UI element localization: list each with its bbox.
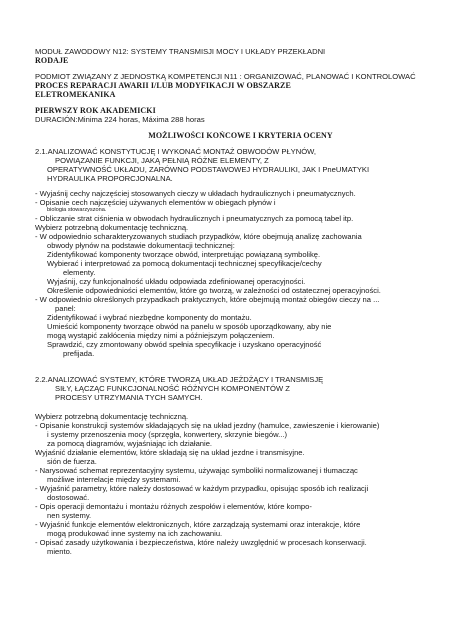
list-item: dostosować. (47, 493, 90, 502)
list-item: - Wyjaśnić funkcje elementów elektronicznych, które zarządzają systemami oraz interakcje, które (35, 520, 361, 529)
list-item: możliwe interrelacje między systemami. (47, 475, 181, 484)
list-item: Zidentyfikować komponenty tworzące obwód, interpretując powiązaną symbolikę. (47, 250, 321, 259)
module-header (35, 47, 446, 65)
list-item: - Wyjaśnij cechy najczęściej stosowanych cieczy w układach hydraulicznych i pneumatycznych. (35, 189, 356, 198)
section1 (35, 147, 446, 358)
list-item: Wyjaśnić działanie elementów, które składają się na układ jezdne i transmisyjne. (35, 448, 305, 457)
list-item: Wybierać i interpretować za pomocą dokumentacji technicznej specyfikacje/cechy (47, 259, 322, 268)
list-item: - Opisanie konstrukcji systemów składających się na układ jezdny (hamulce, zawieszenie i kierowanie) (35, 421, 380, 430)
list-item: biologia stowarzyszona. (47, 207, 107, 213)
section1-heading-line: OPERATYWNOŚĆ UKŁADU, ZARÓWNO PODSTAWOWEJ HYDRAULIKI, JAK I PneUMATYKI (47, 165, 370, 174)
year-title: PIERWSZY ROK AKADEMICKI (35, 106, 156, 115)
list-item: miento. (47, 547, 72, 556)
subject-line: PODMIOT ZWIĄZANY Z JEDNOSTKĄ KOMPETENCJI N11 : ORGANIZOWAĆ, PLANOWAĆ I KONTROLOWAĆ (35, 72, 416, 81)
list-item: Wybierz potrzebną dokumentację techniczną. (35, 223, 189, 232)
section1-heading-line: HYDRAULIKA PROPORCJONALNA. (47, 174, 173, 183)
section1-heading-line: POWIĄZANIE FUNKCJI, JAKĄ PEŁNIĄ RÓŻNE ELEMENTY, Z (55, 156, 269, 165)
subject-bold-2: ELETROMEKANIKA (35, 90, 116, 99)
section2-heading-line: PROCESY UTRZYMANIA TYCH SAMYCH. (55, 393, 203, 402)
list-item: Określenie odpowiedniości elementów, które go tworzą, w zależności od ostatecznej operacyjności. (47, 286, 381, 295)
list-item: - Opisanie cech najczęściej używanych elementów w obiegach płynów i (35, 198, 276, 207)
list-item: obwody płynów na podstawie dokumentacji technicznej: (47, 241, 235, 250)
section1-heading (35, 147, 446, 183)
list-item: - Opisać zasady użytkowania i bezpieczeństwa, które należy uwzględnić w procesach konserwacji. (35, 538, 367, 547)
list-item: Zidentyfikować i wybrać niezbędne komponenty do montażu. (47, 313, 252, 322)
section1-heading-line: 2.1.ANALIZOWAĆ KONSTYTUCJĘ I WYKONAĆ MONTAŻ OBWODÓW PŁYNÓW, (35, 147, 316, 156)
subject-bold-1: PROCES REPARACJI AWARII I/LUB MODYFIKACJI W OBSZARZE (35, 81, 291, 90)
subject-header (35, 72, 446, 99)
list-item: elementy. (63, 268, 96, 277)
list-item: i systemy przenoszenia mocy (sprzęgła, konwertery, skrzynie biegów...) (47, 430, 287, 439)
section1-body (35, 189, 446, 358)
section-title-block (35, 131, 446, 140)
list-item: mogą produkować inne systemy na ich zachowaniu. (47, 529, 223, 538)
list-item: Sprawdzić, czy zmontowany obwód spełnia specyfikacje i uzyskano operacyjność (47, 340, 322, 349)
list-item: - W odpowiednio określonych przypadkach praktycznych, które obejmują montaż obiegów cieczy na ... (35, 295, 380, 304)
list-item: Wybierz potrzebną dokumentację techniczną. (35, 412, 189, 421)
section2-heading (35, 375, 446, 402)
list-item: Wyjaśnij, czy funkcjonalność układu odpowiada zdefiniowanej operacyjności. (47, 277, 306, 286)
list-item: sión de fuerza. (47, 457, 97, 466)
list-item: - Obliczanie strat ciśnienia w obwodach hydraulicznych i pneumatycznych za pomocą tabel itp. (35, 214, 354, 223)
module-sub: RODAJE (35, 56, 69, 65)
section2-heading-line: SIŁY, ŁĄCZĄC FUNKCJONALNOŚĆ RÓŻNYCH KOMPONENTÓW Z (55, 384, 290, 393)
list-item: - W odpowiednio scharakteryzowanych studiach przypadków, które obejmują analizę zachowania (35, 232, 362, 241)
list-item: panel: (55, 304, 76, 313)
duration-line: DURACIÓN:Minima 224 horas, Máxima 288 horas (35, 115, 205, 124)
list-item: - Wyjaśnić parametry, które należy dostosować w każdym przypadku, opisując sposób ich realizacji (35, 484, 369, 493)
list-item: za pomocą diagramów, wyjaśniając ich działanie. (47, 439, 213, 448)
list-item: - Narysować schemat reprezentacyjny systemu, używając symboliki normalizowanej i tłumacząc (35, 466, 358, 475)
list-item: mogą wystąpić zakłócenia między nimi a późniejszym połączeniem. (47, 331, 275, 340)
section2-heading-line: 2.2.ANALIZOWAĆ SYSTEMY, KTÓRE TWORZĄ UKŁAD JEŻDŻĄCY I TRANSMISJĘ (35, 375, 324, 384)
list-item: - Opis operacji demontażu i montażu różnych zespołów i elementów, które kompo- (35, 502, 312, 511)
section2 (35, 375, 446, 556)
section2-body (35, 412, 446, 556)
list-item: prefijada. (63, 349, 95, 358)
year-block (35, 106, 446, 124)
list-item: Umieścić komponenty tworzące obwód na panelu w sposób uporządkowany, aby nie (47, 322, 332, 331)
module-line: MODUŁ ZAWODOWY N12: SYSTEMY TRANSMISJI MOCY I UKŁADY PRZEKŁADNI (35, 47, 326, 56)
section-title: MOŻLIWOŚCI KOŃCOWE I KRYTERIA OCENY (148, 131, 333, 140)
list-item: nen systemy. (47, 511, 92, 520)
